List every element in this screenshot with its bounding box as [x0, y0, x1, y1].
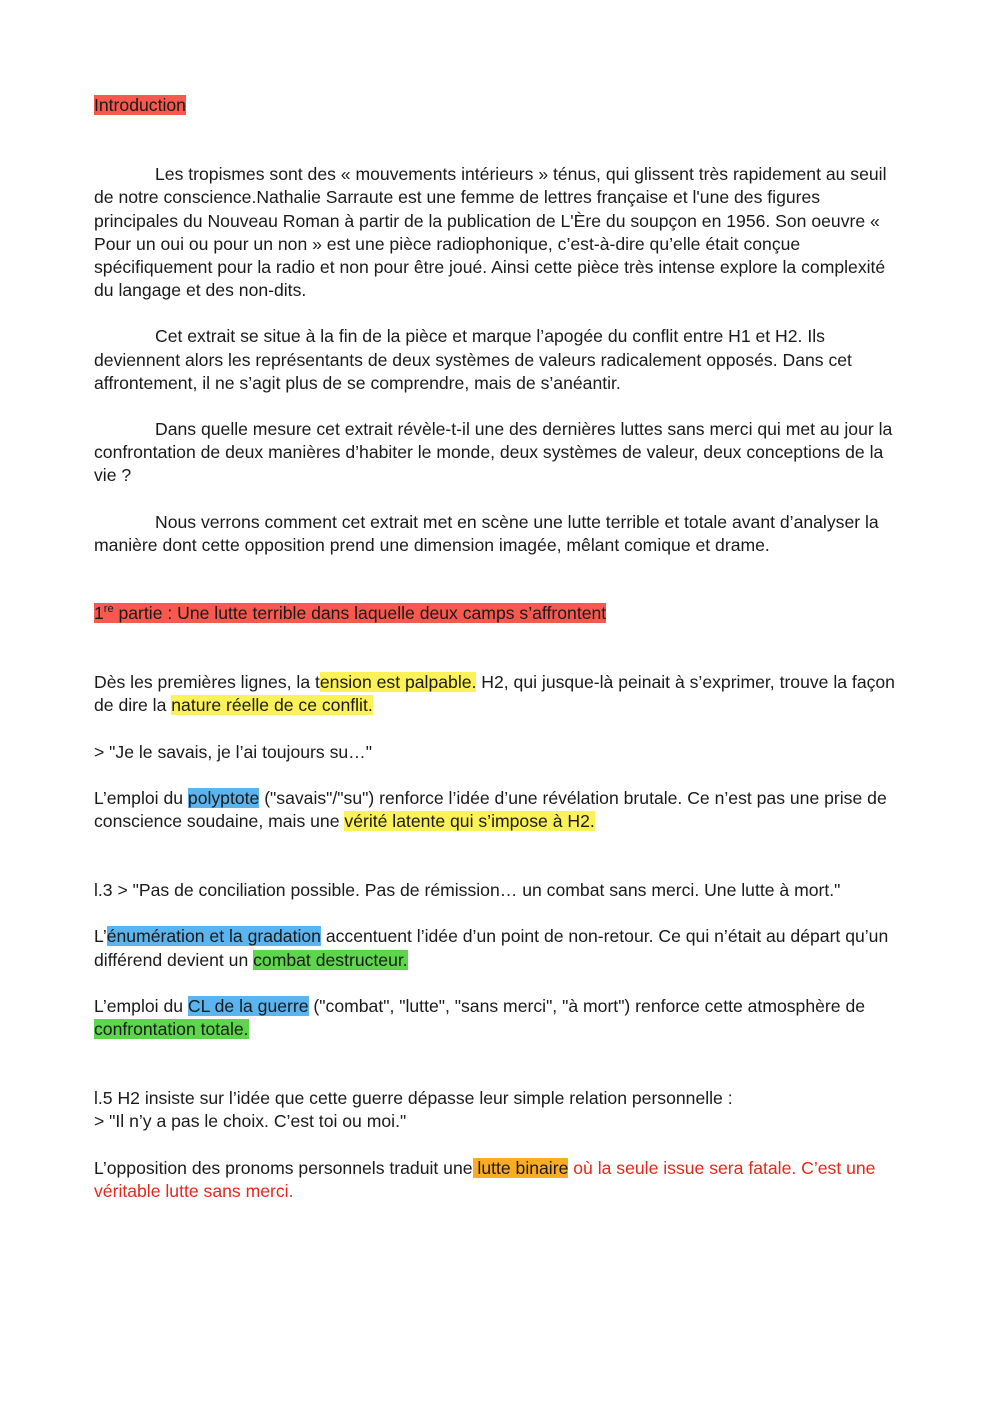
intro-heading: Introduction — [94, 95, 186, 115]
intro-paragraph-3: Dans quelle mesure cet extrait révèle-t-il une des dernières luttes sans merci qui met au jour la confrontation de deux manières d’habiter le monde, deux systèmes de valeur, deux conceptions de la vie ? — [94, 419, 893, 486]
paragraph-polyptote: L’emploi du polyptote ("savais"/"su") renforce l’idée d’une révélation brutale. Ce n’est pas une prise de conscience soudaine, mais une vérité latente qui s’impose à H2. — [94, 787, 887, 832]
paragraph-champ-lexical: L’emploi du CL de la guerre ("combat", "lutte", "sans merci", "à mort") renforce cette atmosphère de confrontation totale. — [94, 995, 866, 1040]
document-page — [94, 94, 906, 1203]
intro-paragraph-2: Cet extrait se situe à la fin de la pièce et marque l’apogée du conflit entre H1 et H2. Ils deviennent alors les représentants de deux systèmes de valeurs radicalement opposés. Dans cet affrontement, il ne s’agit plus de se comprendre, mais de s’anéantir. — [94, 326, 852, 393]
part1-heading: 1re partie : Une lutte terrible dans laquelle deux camps s’affrontent — [94, 603, 607, 624]
intro-paragraph-4: Nous verrons comment cet extrait met en scène une lutte terrible et totale avant d’analyser la manière dont cette opposition prend une dimension imagée, mêlant comique et drame. — [94, 511, 879, 555]
paragraph-tension: Dès les premières lignes, la tension est palpable. H2, qui jusque-là peinait à s’exprimer, trouve la façon de dire la nature réelle de ce conflit. — [94, 672, 895, 716]
quote-2: l.3 > "Pas de conciliation possible. Pas de rémission… un combat sans merci. Une lutte à mort." — [94, 880, 841, 901]
quote-1: > "Je le savais, je l’ai toujours su…" — [94, 741, 372, 762]
paragraph-pronoms: L’opposition des pronoms personnels traduit une lutte binaire où la seule issue sera fatale. C’est une véritable lutte sans merci. — [94, 1157, 876, 1201]
intro-paragraph-1: Les tropismes sont des « mouvements intérieurs » ténus, qui glissent très rapidement au seuil de notre conscience.Nathalie Sarraute est une femme de lettres française et l'une des figures principales du Nouveau Roman à partir de la publication de L'Ère du soupçon en 1956. Son oeuvre « Pour un oui ou pour un non » est une pièce radiophonique, c’est-à-dire qu’elle était conçue spécifiquement pour la radio et non pour être joué. Ainsi cette pièce très intense explore la complexité du langage et des non-dits. — [94, 164, 887, 301]
quote-3: > "Il n’y a pas le choix. C’est toi ou moi." — [94, 1111, 407, 1132]
paragraph-enumeration: L’énumération et la gradation accentuent l’idée d’un point de non-retour. Ce qui n’était au départ qu’un différend devient un combat destructeur. — [94, 926, 889, 970]
paragraph-l5: l.5 H2 insiste sur l’idée que cette guerre dépasse leur simple relation personnelle : — [94, 1088, 733, 1109]
